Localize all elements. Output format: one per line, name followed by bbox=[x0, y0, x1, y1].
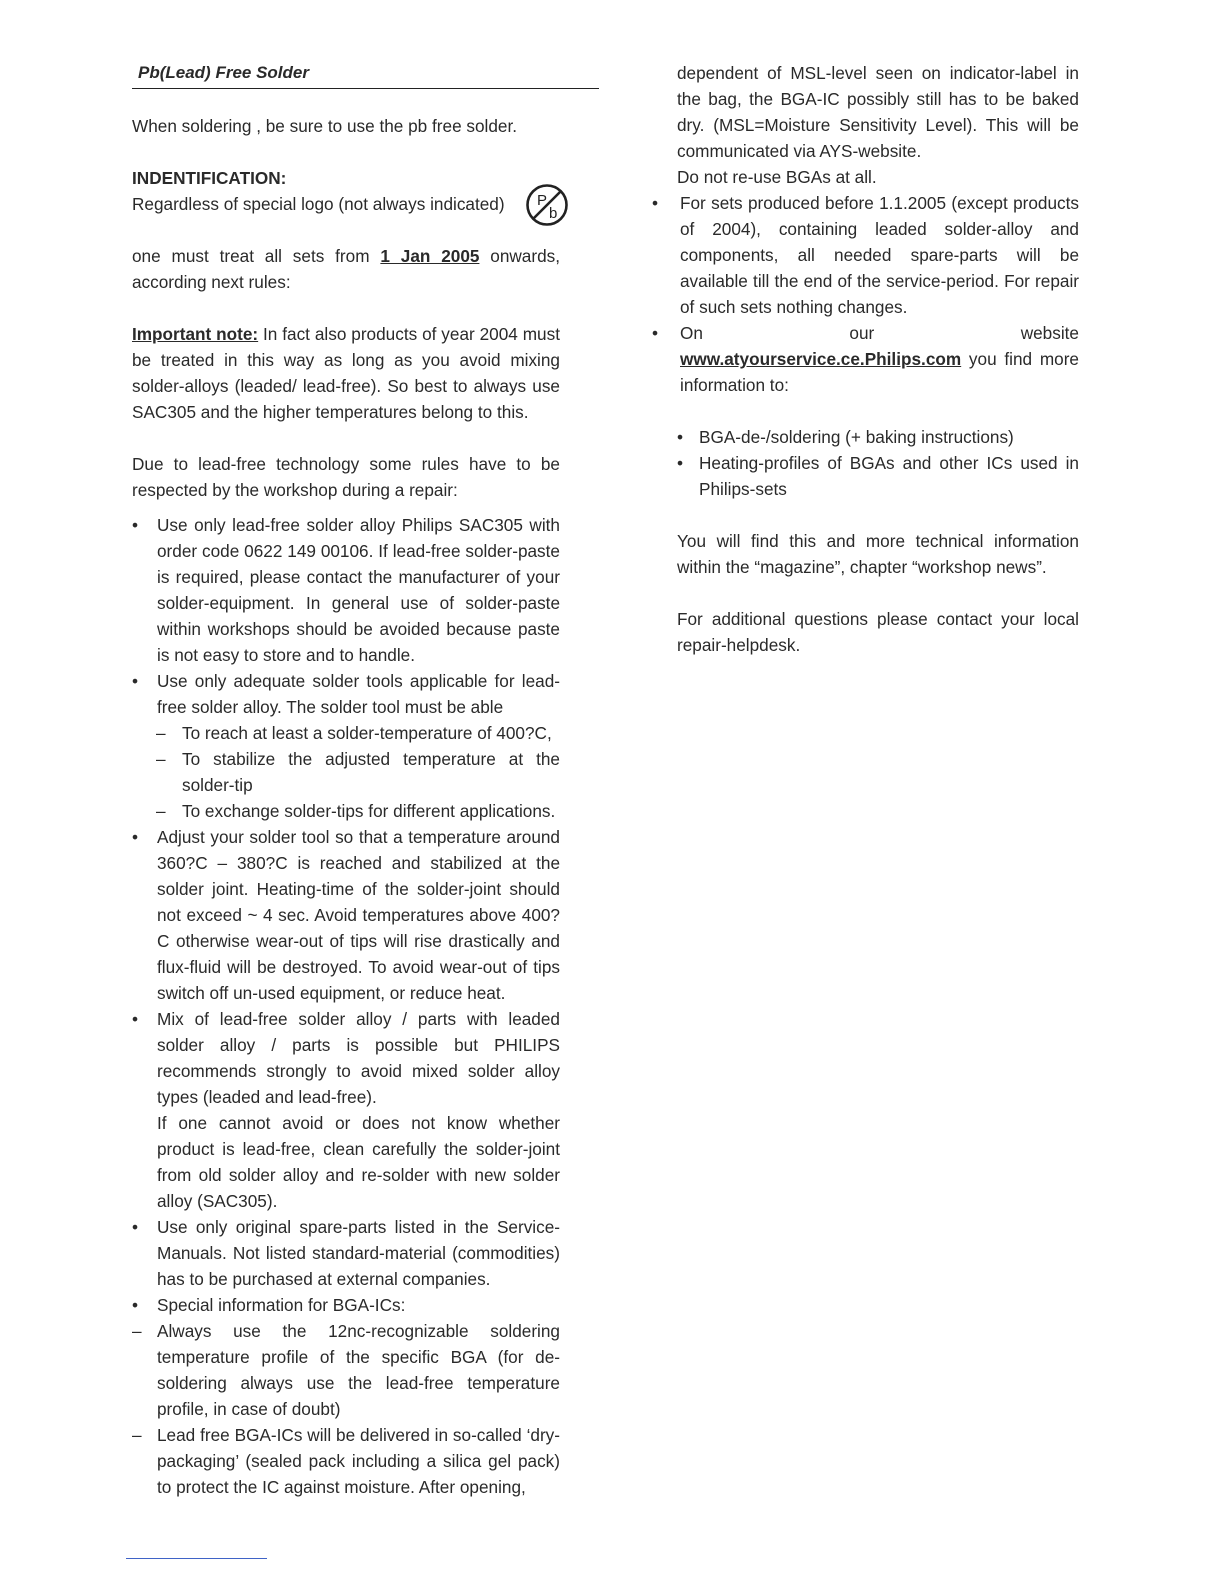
sub-list-item: – To stabilize the adjusted temperature at the solder-tip bbox=[156, 749, 560, 795]
info-list bbox=[652, 190, 1079, 398]
bga-continuation: dependent of MSL-level seen on indicator-label in the bag, the BGA-IC possibly still has to be baked dry. (MSL=Moisture Sensitivity Level). This will be communicated via AYS-website. bbox=[677, 63, 1079, 161]
list-item: • BGA-de-/soldering (+ baking instructions) bbox=[677, 427, 1014, 447]
list-item: • Use only adequate solder tools applicable for lead-free solder alloy. The solder tool must be able bbox=[132, 671, 560, 717]
no-reuse-text: Do not re-use BGAs at all. bbox=[677, 167, 877, 187]
identification-text: Regardless of special logo (not always indicated) bbox=[132, 194, 505, 214]
website-link[interactable]: www.atyourservice.ce.Philips.com bbox=[680, 349, 962, 369]
svg-text:P: P bbox=[537, 192, 548, 209]
list-item: • Mix of lead-free solder alloy / parts with leaded solder alloy / parts is possible but PHILIPS recommends strongly to avoid mixed solder alloy types (leaded and lead-free). If one cannot avoid or does not know whether product is lead-free, clean carefully the solder-joint from old solder alloy and re-solder with new solder alloy (SAC305). bbox=[132, 1009, 560, 1211]
left-column bbox=[132, 60, 560, 1500]
footer-divider bbox=[126, 1558, 267, 1559]
list-item: • Special information for BGA-ICs: bbox=[132, 1295, 406, 1315]
important-note: Important note: In fact also products of year 2004 must be treated in this way as long as you avoid mixing solder-alloys (leaded/ lead-free). So best to always use SAC305 and the higher temperatures belong to this. bbox=[132, 324, 560, 422]
intro-text: When soldering , be sure to use the pb free solder. bbox=[132, 116, 518, 136]
topics-list bbox=[677, 424, 1079, 502]
rules-list bbox=[132, 512, 560, 1500]
identification-row bbox=[132, 191, 560, 222]
section-title: Pb(Lead) Free Solder bbox=[132, 60, 599, 89]
svg-text:b: b bbox=[549, 205, 558, 222]
identification-heading: INDENTIFICATION: bbox=[132, 168, 287, 188]
list-item: • For sets produced before 1.1.2005 (except products of 2004), containing leaded solder-alloy and components, all needed spare-parts will be available till the end of the service-period. For repair of such sets nothing changes. bbox=[652, 193, 1079, 317]
more-info-text: You will find this and more technical information within the “magazine”, chapter “workshop news”. bbox=[677, 531, 1079, 577]
list-item: • Use only lead-free solder alloy Philips SAC305 with order code 0622 149 00106. If lead-free solder-paste is required, please contact the manufacturer of your solder-equipment. In general use of solder-paste within workshops should be avoided because paste is not easy to store and to handle. bbox=[132, 515, 560, 665]
dash-item: – Always use the 12nc-recognizable soldering temperature profile of the specific BGA (for de-soldering always use the lead-free temperature profile, in case of doubt) bbox=[132, 1321, 560, 1419]
list-item: • Heating-profiles of BGAs and other ICs used in Philips-sets bbox=[677, 453, 1079, 499]
sub-list-item: – To exchange solder-tips for different applications. bbox=[156, 801, 556, 821]
rules-date: 1 Jan 2005 bbox=[380, 246, 480, 266]
list-item: • On our website www.atyourservice.ce.Philips.com you find more information to: bbox=[652, 323, 1079, 395]
dash-item: – Lead free BGA-ICs will be delivered in so-called ‘dry-packaging’ (sealed pack including a silica gel pack) to protect the IC against moisture. After opening, bbox=[132, 1425, 560, 1497]
contact-text: For additional questions please contact your local repair-helpdesk. bbox=[677, 609, 1079, 655]
right-column bbox=[652, 60, 1079, 658]
rules-intro: one must treat all sets from 1 Jan 2005 onwards, according next rules: bbox=[132, 246, 561, 292]
lead-free-logo-icon bbox=[525, 183, 569, 227]
list-item: • Adjust your solder tool so that a temperature around 360?C – 380?C is reached and stabilized at the solder joint. Heating-time of the solder-joint should not exceed ~ 4 sec. Avoid temperatures above 400?C otherwise wear-out of tips will rise drastically and flux-fluid will be destroyed. To avoid wear-out of tips switch off un-used equipment, or reduce heat. bbox=[132, 827, 560, 1003]
list-item: • Use only original spare-parts listed in the Service-Manuals. Not listed standard-material (commodities) has to be purchased at external companies. bbox=[132, 1217, 560, 1289]
sub-list-item: – To reach at least a solder-temperature of 400?C, bbox=[156, 723, 552, 743]
rules-paragraph: Due to lead-free technology some rules have to be respected by the workshop during a repair: bbox=[132, 454, 560, 500]
important-note-label: Important note: bbox=[132, 324, 259, 344]
